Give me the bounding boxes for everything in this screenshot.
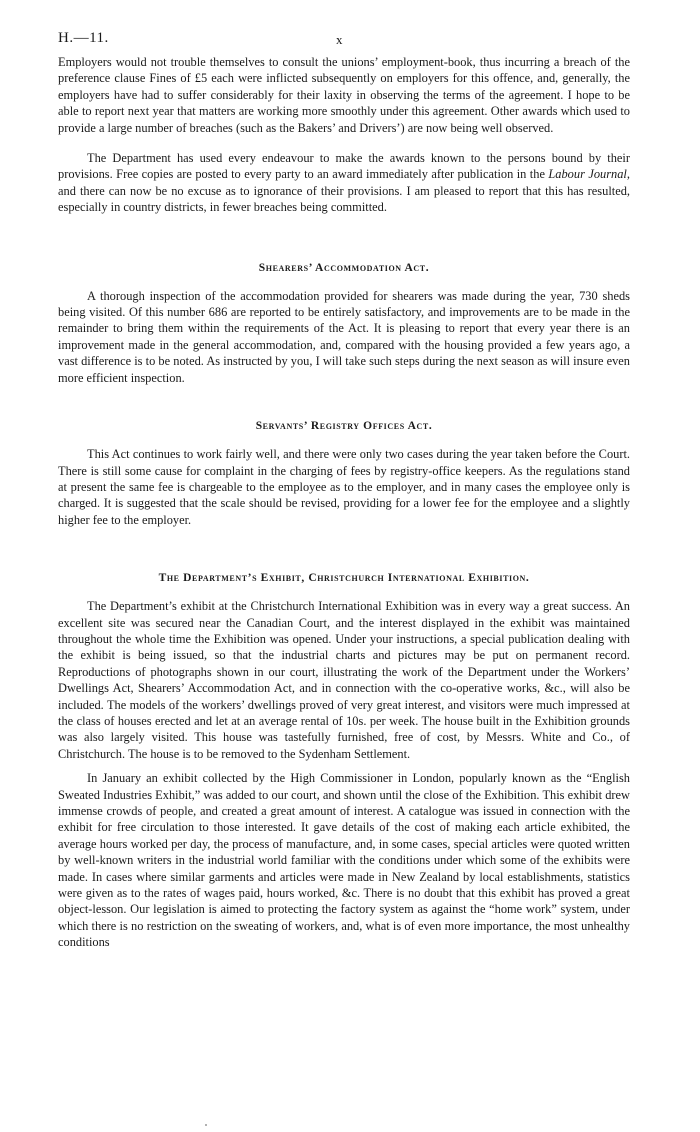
shearers-act-heading: Shearers’ Accommodation Act. (258, 261, 430, 274)
document-page (58, 30, 630, 951)
labour-journal-title: Labour Journal (548, 167, 627, 182)
page-number: x (336, 32, 343, 47)
exhibit-paragraph-2: In January an exhibit collected by the High Commissioner in London, popularly known as the “English Sweated Industries Exhibit,” was added to our court, and shown until the close of the Exhibition. This exhibit drew immense crowds of people, and created a great amount of interest. A catalogue was issued in connection with the exhibit for free circulation to those interested. It gave details of the cost of making each article exhibited, the average hours worked per day, the process of manufacture, and, in some cases, special articles were quoted written by well-known writers in the industrial world familiar with the conditions under which some of the exhibits were made. In cases where similar garments and articles were made in New Zealand by local establishments, statistics were given as to the rates of wages paid, hours worked, &c. There is no doubt that this exhibit has proved a great object-lesson. Our legislation is aimed to protecting the factory system as against the “home work” system, under which there is no restriction on the sweating of workers, and, what is of even more importance, the most unhealthy conditions (58, 771, 630, 950)
servants-paragraph: This Act continues to work fairly well, and there were only two cases during the year taken before the Court. There is still some cause for complaint in the charging of fees by registry-office keepers. As the regulations stand at present the same fee is chargeable to the employee as to the employer, and in many cases the employee only is charged. It is suggested that the scale should be revised, providing for a lower fee for the employee and a slightly higher fee to the employer. (58, 447, 630, 527)
intro-p2-text-a: The Department has used every endeavour to make the awards known to the persons bound by their provisions. Free copies are posted to every party to an award immediately after publication in the (58, 151, 630, 182)
servants-act-heading: Servants’ Registry Offices Act. (255, 420, 433, 433)
page-header (58, 30, 630, 54)
intro-paragraph-2 (58, 150, 630, 216)
page-speck (205, 1124, 207, 1126)
intro-paragraph-1: Employers would not trouble themselves to consult the unions’ employment-book, thus incurring a breach of the preference clause Fines of £5 each were inflicted subsequently on employers for this offence, and, generally, the employers have had to suffer considerably for their laxity in observing the terms of the agreement. I hope to be able to report next year that matters are working more smoothly under this agreement. Other awards which used to provide a large number of breaches (such as the Bakers’ and Drivers’) are now being well observed. (58, 55, 630, 135)
exhibit-paragraph-1: The Department’s exhibit at the Christchurch International Exhibition was in every way a great success. An excellent site was secured near the Canadian Court, and the interest displayed in the exhibit was maintained throughout the whole time the Exhibition was opened. Under your instructions, a special publication dealing with the exhibit is being issued, so that the industrial charts and pictures may be put on permanent record. Reproductions of photographs shown in our court, illustrating the work of the Department under the Workers’ Dwellings Act, Shearers’ Accommodation Act, and in connection with the co-operative works, &c., will also be included. The models of the workers’ dwellings proved of very great interest, and visitors were much impressed at the class of houses erected and let at an average rental of 10s. per week. The house built in the Exhibition grounds was also largely visited. This house was tastefully furnished, free of cost, by Messrs. White and Co., of Christchurch. The house is to be removed to the Sydenham Settlement. (58, 599, 630, 761)
shearers-paragraph: A thorough inspection of the accommodation provided for shearers was made during the year, 730 sheds being visited. Of this number 686 are reported to be entirely satisfactory, and improvements are to be made in the remainder to bring them within the requirements of the Act. It is pleasing to report that every year there is an improvement made in the general accommodation, and, compared with the housing provided a few years ago, a vast difference is to be noted. As instructed by you, I will take such steps during the next season as will insure even more efficient inspection. (58, 288, 630, 385)
intro-p2-text-b: , and there can now be no excuse as to ignorance of their provisions. I am pleased to report that this has resulted, especially in country districts, in fewer breaches being committed. (58, 167, 630, 215)
document-code: H.—11. (58, 30, 109, 46)
exhibit-heading: The Department’s Exhibit, Christchurch International Exhibition. (158, 572, 530, 585)
